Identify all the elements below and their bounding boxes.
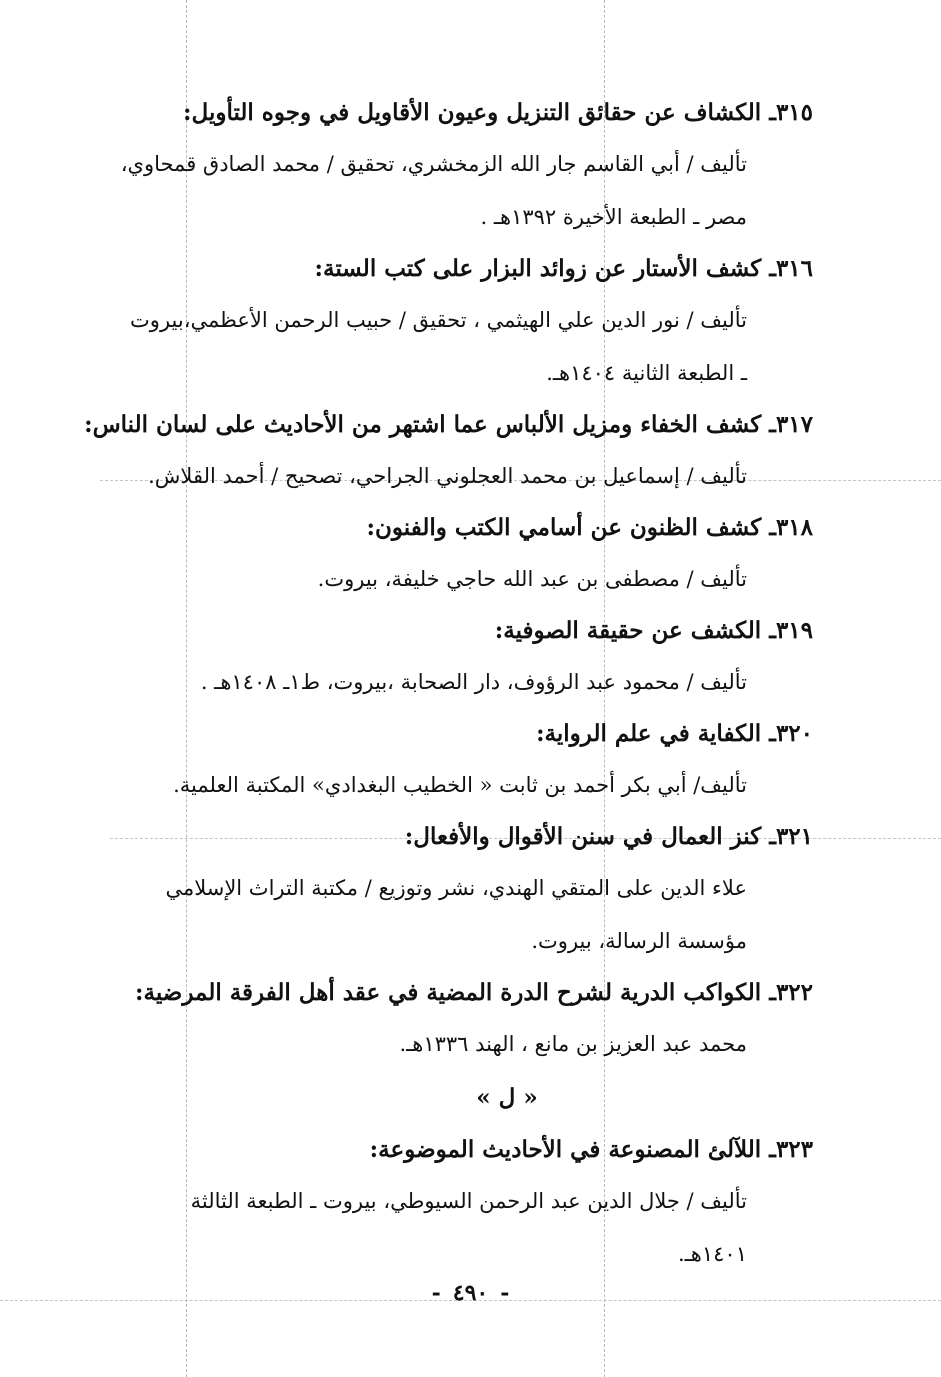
entry-detail: ـ الطبعة الثانية ١٤٠٤هـ. (546, 361, 747, 385)
entry-detail: مؤسسة الرسالة، بيروت. (531, 929, 747, 953)
entry-detail: محمد عبد العزيز بن مانع ، الهند ١٣٣٦هـ. (399, 1032, 747, 1056)
page-number-dash: - (431, 1280, 441, 1306)
bibliography-entry (101, 1125, 813, 1281)
entry-detail: علاء الدين على المتقي الهندي، نشر وتوزيع / مكتبة التراث الإسلامي (165, 876, 747, 900)
entry-detail: تأليف / جلال الدين عبد الرحمن السيوطي، بيروت ـ الطبعة الثالثة (190, 1189, 747, 1213)
bibliography-entry (101, 709, 813, 812)
entry-detail: تأليف / محمود عبد الرؤوف، دار الصحابة ،بيروت، ط١ـ ١٤٠٨هـ . (200, 670, 747, 694)
entry-title: ٣١٦ـ كشف الأستار عن زوائد البزار على كتب الستة: (314, 255, 813, 282)
bibliography-entry (84, 400, 813, 503)
entry-title: ٣١٨ـ كشف الظنون عن أسامي الكتب والفنون: (366, 514, 813, 541)
page-number-value: ٤٩٠ (452, 1280, 489, 1306)
section-letter-heading: « ل » (476, 1084, 538, 1111)
entry-detail: مصر ـ الطبعة الأخيرة ١٣٩٢هـ . (480, 205, 747, 229)
entry-detail: ١٤٠١هـ. (677, 1242, 747, 1266)
bibliography-entry (101, 606, 813, 709)
entry-title: ٣٢٣ـ اللآلئ المصنوعة في الأحاديث الموضوعة: (369, 1136, 813, 1163)
entry-detail: تأليف / إسماعيل بن محمد العجلوني الجراحي، تصحيح / أحمد القلاش. (148, 464, 747, 488)
entry-title: ٣١٩ـ الكشف عن حقيقة الصوفية: (494, 617, 813, 644)
bibliography-entry (101, 244, 813, 400)
entry-title: ٣٢٢ـ الكواكب الدرية لشرح الدرة المضية في عقد أهل الفرقة المرضية: (135, 979, 813, 1006)
page-number-dash: - (500, 1280, 510, 1306)
bibliography-entry (101, 968, 813, 1071)
entry-detail: تأليف/ أبي بكر أحمد بن ثابت « الخطيب البغدادي» المكتبة العلمية. (173, 773, 747, 797)
entry-title: ٣٢٠ـ الكفاية في علم الرواية: (536, 720, 813, 747)
entry-detail: تأليف / نور الدين علي الهيثمي ، تحقيق / حبيب الرحمن الأعظمي،بيروت (130, 308, 747, 332)
page-number (0, 1280, 941, 1306)
entry-detail: تأليف / مصطفى بن عبد الله حاجي خليفة، بيروت. (317, 567, 747, 591)
bibliography-entry (101, 503, 813, 606)
bibliography-list (84, 88, 813, 1281)
entry-title: ٣١٥ـ الكشاف عن حقائق التنزيل وعيون الأقاويل في وجوه التأويل: (183, 99, 813, 126)
entry-detail: تأليف / أبي القاسم جار الله الزمخشري، تحقيق / محمد الصادق قمحاوي، (120, 152, 747, 176)
entry-title: ٣٢١ـ كنز العمال في سنن الأقوال والأفعال: (404, 823, 813, 850)
bibliography-entry (101, 812, 813, 968)
bibliography-entry (101, 88, 813, 244)
entry-title: ٣١٧ـ كشف الخفاء ومزيل الألباس عما اشتهر من الأحاديث على لسان الناس: (84, 411, 813, 438)
